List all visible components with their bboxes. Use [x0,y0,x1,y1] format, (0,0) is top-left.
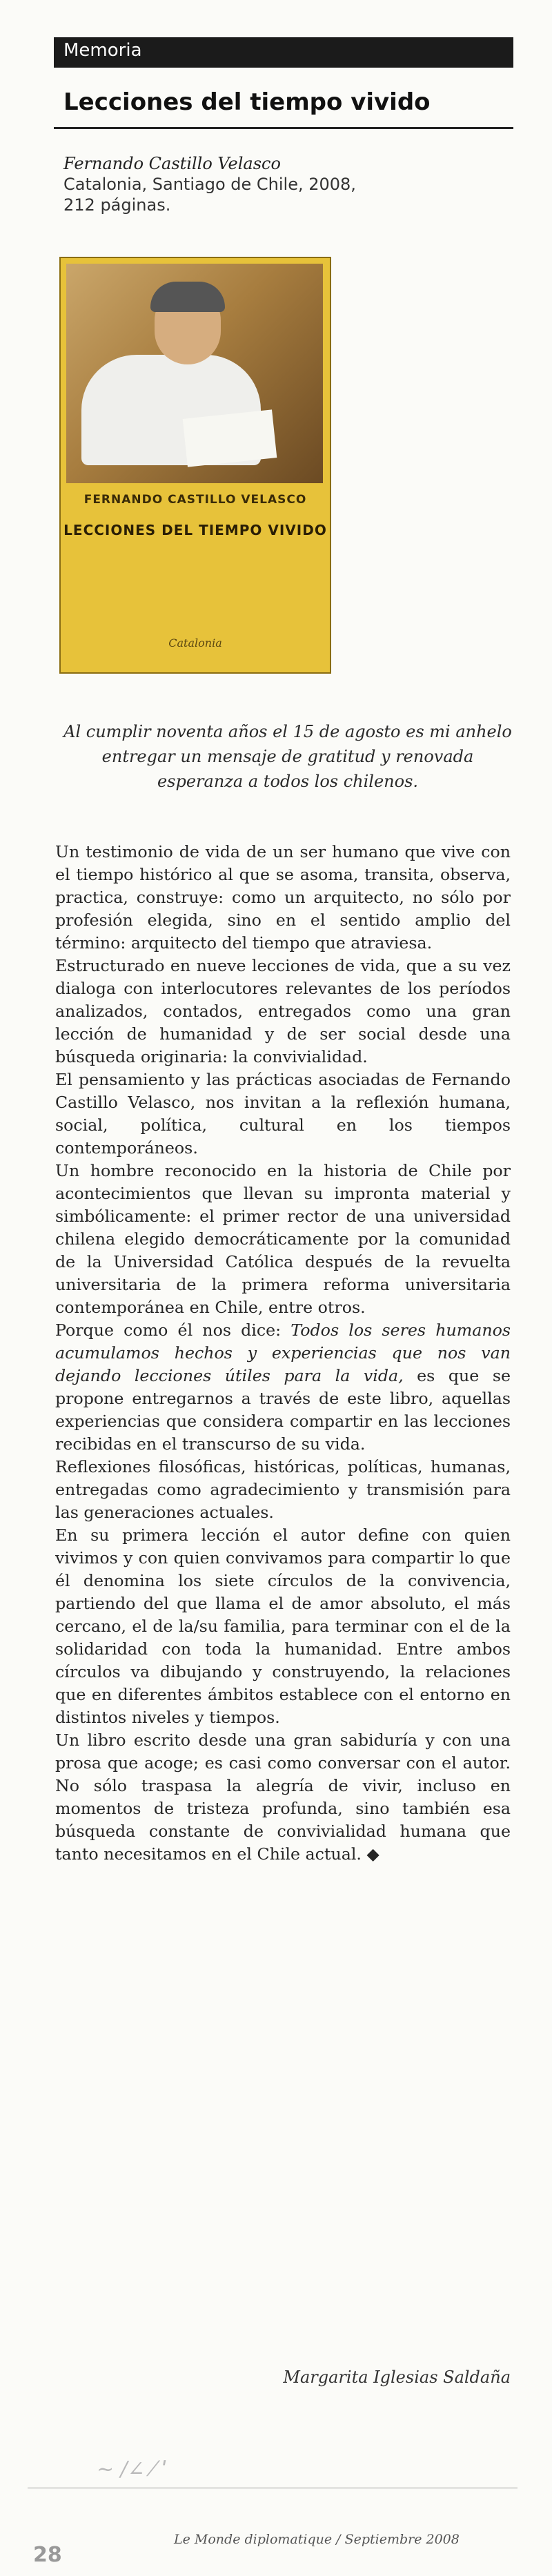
cover-publisher: Catalonia [168,636,222,650]
cover-title: LECCIONES DEL TIEMPO VIVIDO [63,522,327,538]
cover-author: FERNANDO CASTILLO VELASCO [83,493,307,507]
body-paragraph-5-lead: Porque como él nos dice: [55,1320,291,1340]
handwritten-mark: ~ ∕∠ ⁄ ˈ [97,2457,168,2481]
book-publication: Catalonia, Santiago de Chile, 2008, [63,175,356,194]
body-paragraph-2: Estructurado en nueve lecciones de vida, que a su vez dialoga con interlocutores relevantes de los períodos analizados, contados, entregados como una gran lección de humanidad y de ser social desde una búsqueda originaria: la convivialidad. [55,956,511,1066]
title-divider [54,127,513,129]
body-paragraph-5-italic: Todos los seres humanos acumulamos hechos y experiencias que nos van dejando lecciones útiles para la vida, [55,1320,511,1385]
book-author: Fernando Castillo Velasco [63,154,281,173]
book-metadata [63,153,477,215]
page-number: 28 [33,2543,62,2567]
article-body [55,841,511,1866]
body-paragraph-8: Un libro escrito desde una gran sabiduría y con una prosa que acoge; es casi como conversar con el autor. No sólo traspasa la alegría de vivir, incluso en momentos de tristeza profunda, sino también esa búsqueda constante de convivialidad humana que tanto necesitamos en el Chile actual. ◆ [55,1730,511,1864]
body-paragraph-3: El pensamiento y las prácticas asociadas de Fernando Castillo Velasco, nos invitan a la reflexión humana, social, política, cultural en los tiempos contemporáneos. [55,1070,511,1158]
body-paragraph-5-rest: es que se propone entregarnos a través de este libro, aquellas experiencias que considera compartir en las lecciones recibidas en el transcurso de su vida. [55,1366,511,1454]
review-signature: Margarita Iglesias Saldaña [283,2368,511,2387]
body-paragraph-1: Un testimonio de vida de un ser humano que vive con el tiempo histórico al que se asoma, transita, observa, practica, construye: como un arquitecto, no sólo por profesión elegida, sino en el sentido amplio del término: arquitecto del tiempo que atraviesa. [55,842,511,953]
book-cover-image [59,257,331,674]
cover-photo [66,264,323,483]
body-paragraph-6: Reflexiones filosóficas, históricas, políticas, humanas, entregadas como agradecimiento y transmisión para las generaciones actuales. [55,1457,511,1522]
pull-quote: Al cumplir noventa años el 15 de agosto es mi anhelo entregar un mensaje de gratitud y renovada esperanza a todos los chilenos. [63,722,512,791]
cover-figure-hair [150,282,225,312]
body-paragraph-5 [55,1319,511,1456]
section-label: Memoria [63,40,142,61]
article-title: Lecciones del tiempo vivido [63,88,431,116]
book-pages: 212 páginas. [63,195,171,215]
cover-paper [183,409,277,467]
body-paragraph-4: Un hombre reconocido en la historia de Chile por acontecimientos que llevan su impronta material y simbólicamente: el primer rector de una universidad chilena elegido democráticamente por la comunidad de la Universidad Católica después de la revuelta universitaria de la primera reforma universitaria contemporánea en Chile, entre otros. [55,1161,511,1317]
body-paragraph-7: En su primera lección el autor define con quien vivimos y con quien convivamos para compartir lo que él denomina los siete círculos de la convivencia, partiendo del que llama el de amor absoluto, el más cercano, el de la/su familia, para terminar con el de la solidaridad con toda la humanidad. Entre ambos círculos va dibujando y construyendo, la relaciones que en diferentes ámbitos establece con el entorno en distintos niveles y tiempos. [55,1525,511,1727]
footer-source: Le Monde diplomatique / Septiembre 2008 [174,2532,460,2547]
